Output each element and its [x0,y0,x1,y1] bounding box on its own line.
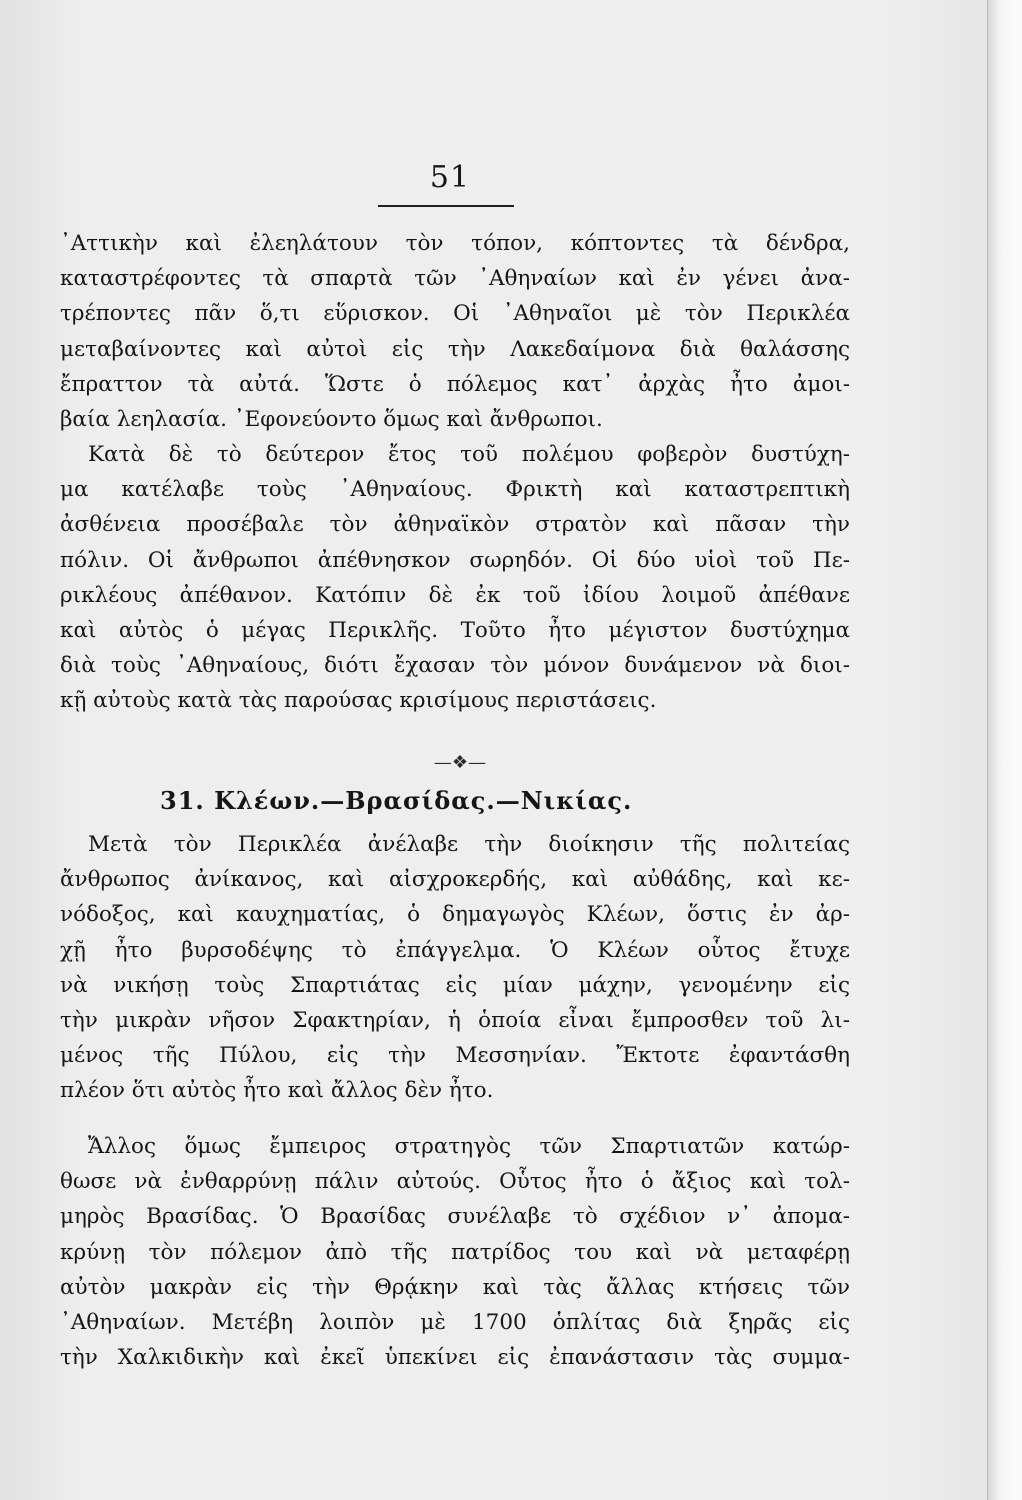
text-line: τρέποντες πᾶν ὅ,τι εὕρισκον. Οἱ ᾿Αθηναῖοι μὲ τὸν Περικλέα [60,301,850,327]
text-line: νόδοξος, καὶ καυχηματίας, ὁ δημαγωγὸς Κλέων, ὅστις ἐν ἀρ- [60,902,850,928]
text-line: μα κατέλαβε τοὺς ᾿Αθηναίους. Φρικτὴ καὶ καταστρεπτικὴ [60,477,850,503]
text-line: ἀσθένεια προσέβαλε τὸν ἀθηναϊκὸν στρατὸν καὶ πᾶσαν τὴν [60,512,850,538]
text-line: πλέον ὅτι αὐτὸς ἦτο καὶ ἄλλος δὲν ἦτο. [60,1078,494,1104]
page-number-rule [378,205,514,207]
text-line: κρύνῃ τὸν πόλεμον ἀπὸ τῆς πατρίδος του καὶ νὰ μεταφέρῃ [60,1239,850,1265]
text-line: νὰ νικήσῃ τοὺς Σπαρτιάτας εἰς μίαν μάχην, γενομένην εἰς [60,972,850,998]
paragraph-2 [60,437,850,719]
text-line: ᾿Αθηναίων. Μετέβη λοιπὸν μὲ 1700 ὁπλίτας διὰ ξηρᾶς εἰς [60,1309,850,1335]
text-line: Ἄλλος ὅμως ἔμπειρος στρατηγὸς τῶν Σπαρτιατῶν κατώρ- [88,1134,850,1159]
text-line: Κατὰ δὲ τὸ δεύτερον ἔτος τοῦ πολέμου φοβερὸν δυστύχη- [88,442,850,467]
text-line: ᾿Αττικὴν καὶ ἐλεηλάτουν τὸν τόπον, κόπτοντες τὰ δένδρα, [60,231,850,256]
text-line: πόλιν. Οἱ ἄνθρωποι ἀπέθνησκον σωρηδόν. Οἱ δύο υἱοὶ τοῦ Πε- [60,547,850,573]
text-line: Μετὰ τὸν Περικλέα ἀνέλαβε τὴν διοίκησιν τῆς πολιτείας [88,832,850,857]
paragraph-1 [60,226,850,437]
page-edge [987,0,1022,1500]
text-line: χῇ ἦτο βυρσοδέψης τὸ ἐπάγγελμα. Ὁ Κλέων οὗτος ἔτυχε [60,937,850,963]
text-line: ρικλέους ἀπέθανον. Κατόπιν δὲ ἐκ τοῦ ἰδίου λοιμοῦ ἀπέθανε [60,582,850,608]
text-line: τὴν Χαλκιδικὴν καὶ ἐκεῖ ὑπεκίνει εἰς ἐπανάστασιν τὰς συμμα- [60,1345,850,1371]
text-line: αὐτὸν μακρὰν εἰς τὴν Θρᾴκην καὶ τὰς ἄλλας κτήσεις τῶν [60,1274,850,1300]
text-line: μεταβαίνοντες καὶ αὐτοὶ εἰς τὴν Λακεδαίμονα διὰ θαλάσσης [60,336,850,362]
text-line: καὶ αὐτὸς ὁ μέγας Περικλῆς. Τοῦτο ἦτο μέγιστον δυστύχημα [60,617,850,643]
paragraph-3 [60,827,850,1109]
text-line: βαία λεηλασία. ᾿Εφονεύοντο ὅμως καὶ ἄνθρωποι. [60,406,603,432]
text-line: ἔπραττον τὰ αὐτά. Ὥστε ὁ πόλεμος κατ᾿ ἀρχὰς ἦτο ἀμοι- [60,371,850,397]
text-line: κῇ αὐτοὺς κατὰ τὰς παρούσας κρισίμους περιστάσεις. [60,688,657,714]
text-line: καταστρέφοντες τὰ σπαρτὰ τῶν ᾿Αθηναίων καὶ ἐν γένει ἀνα- [60,266,850,292]
text-line: ἄνθρωπος ἀνίκανος, καὶ αἰσχροκερδής, καὶ αὐθάδης, καὶ κε- [60,867,850,893]
section-ornament: —❖— [433,752,487,773]
text-line: τὴν μικρὰν νῆσον Σφακτηρίαν, ἡ ὁποία εἶναι ἔμπροσθεν τοῦ λι- [60,1007,850,1033]
page-number: 51 [429,160,471,195]
text-line: μένος τῆς Πύλου, εἰς τὴν Μεσσηνίαν. Ἔκτοτε ἐφαντάσθη [60,1043,850,1069]
section-heading: 31. Κλέων.—Βρασίδας.—Νικίας. [160,786,633,815]
text-line: θωσε νὰ ἐνθαρρύνῃ πάλιν αὐτούς. Οὗτος ἦτο ὁ ἄξιος καὶ τολ- [60,1169,850,1195]
text-line: διὰ τοὺς ᾿Αθηναίους, διότι ἔχασαν τὸν μόνον δυνάμενον νὰ διοι- [60,653,850,679]
paragraph-4 [60,1129,850,1375]
text-line: μηρὸς Βρασίδας. Ὁ Βρασίδας συνέλαβε τὸ σχέδιον ν᾿ ἀπομα- [60,1204,850,1230]
